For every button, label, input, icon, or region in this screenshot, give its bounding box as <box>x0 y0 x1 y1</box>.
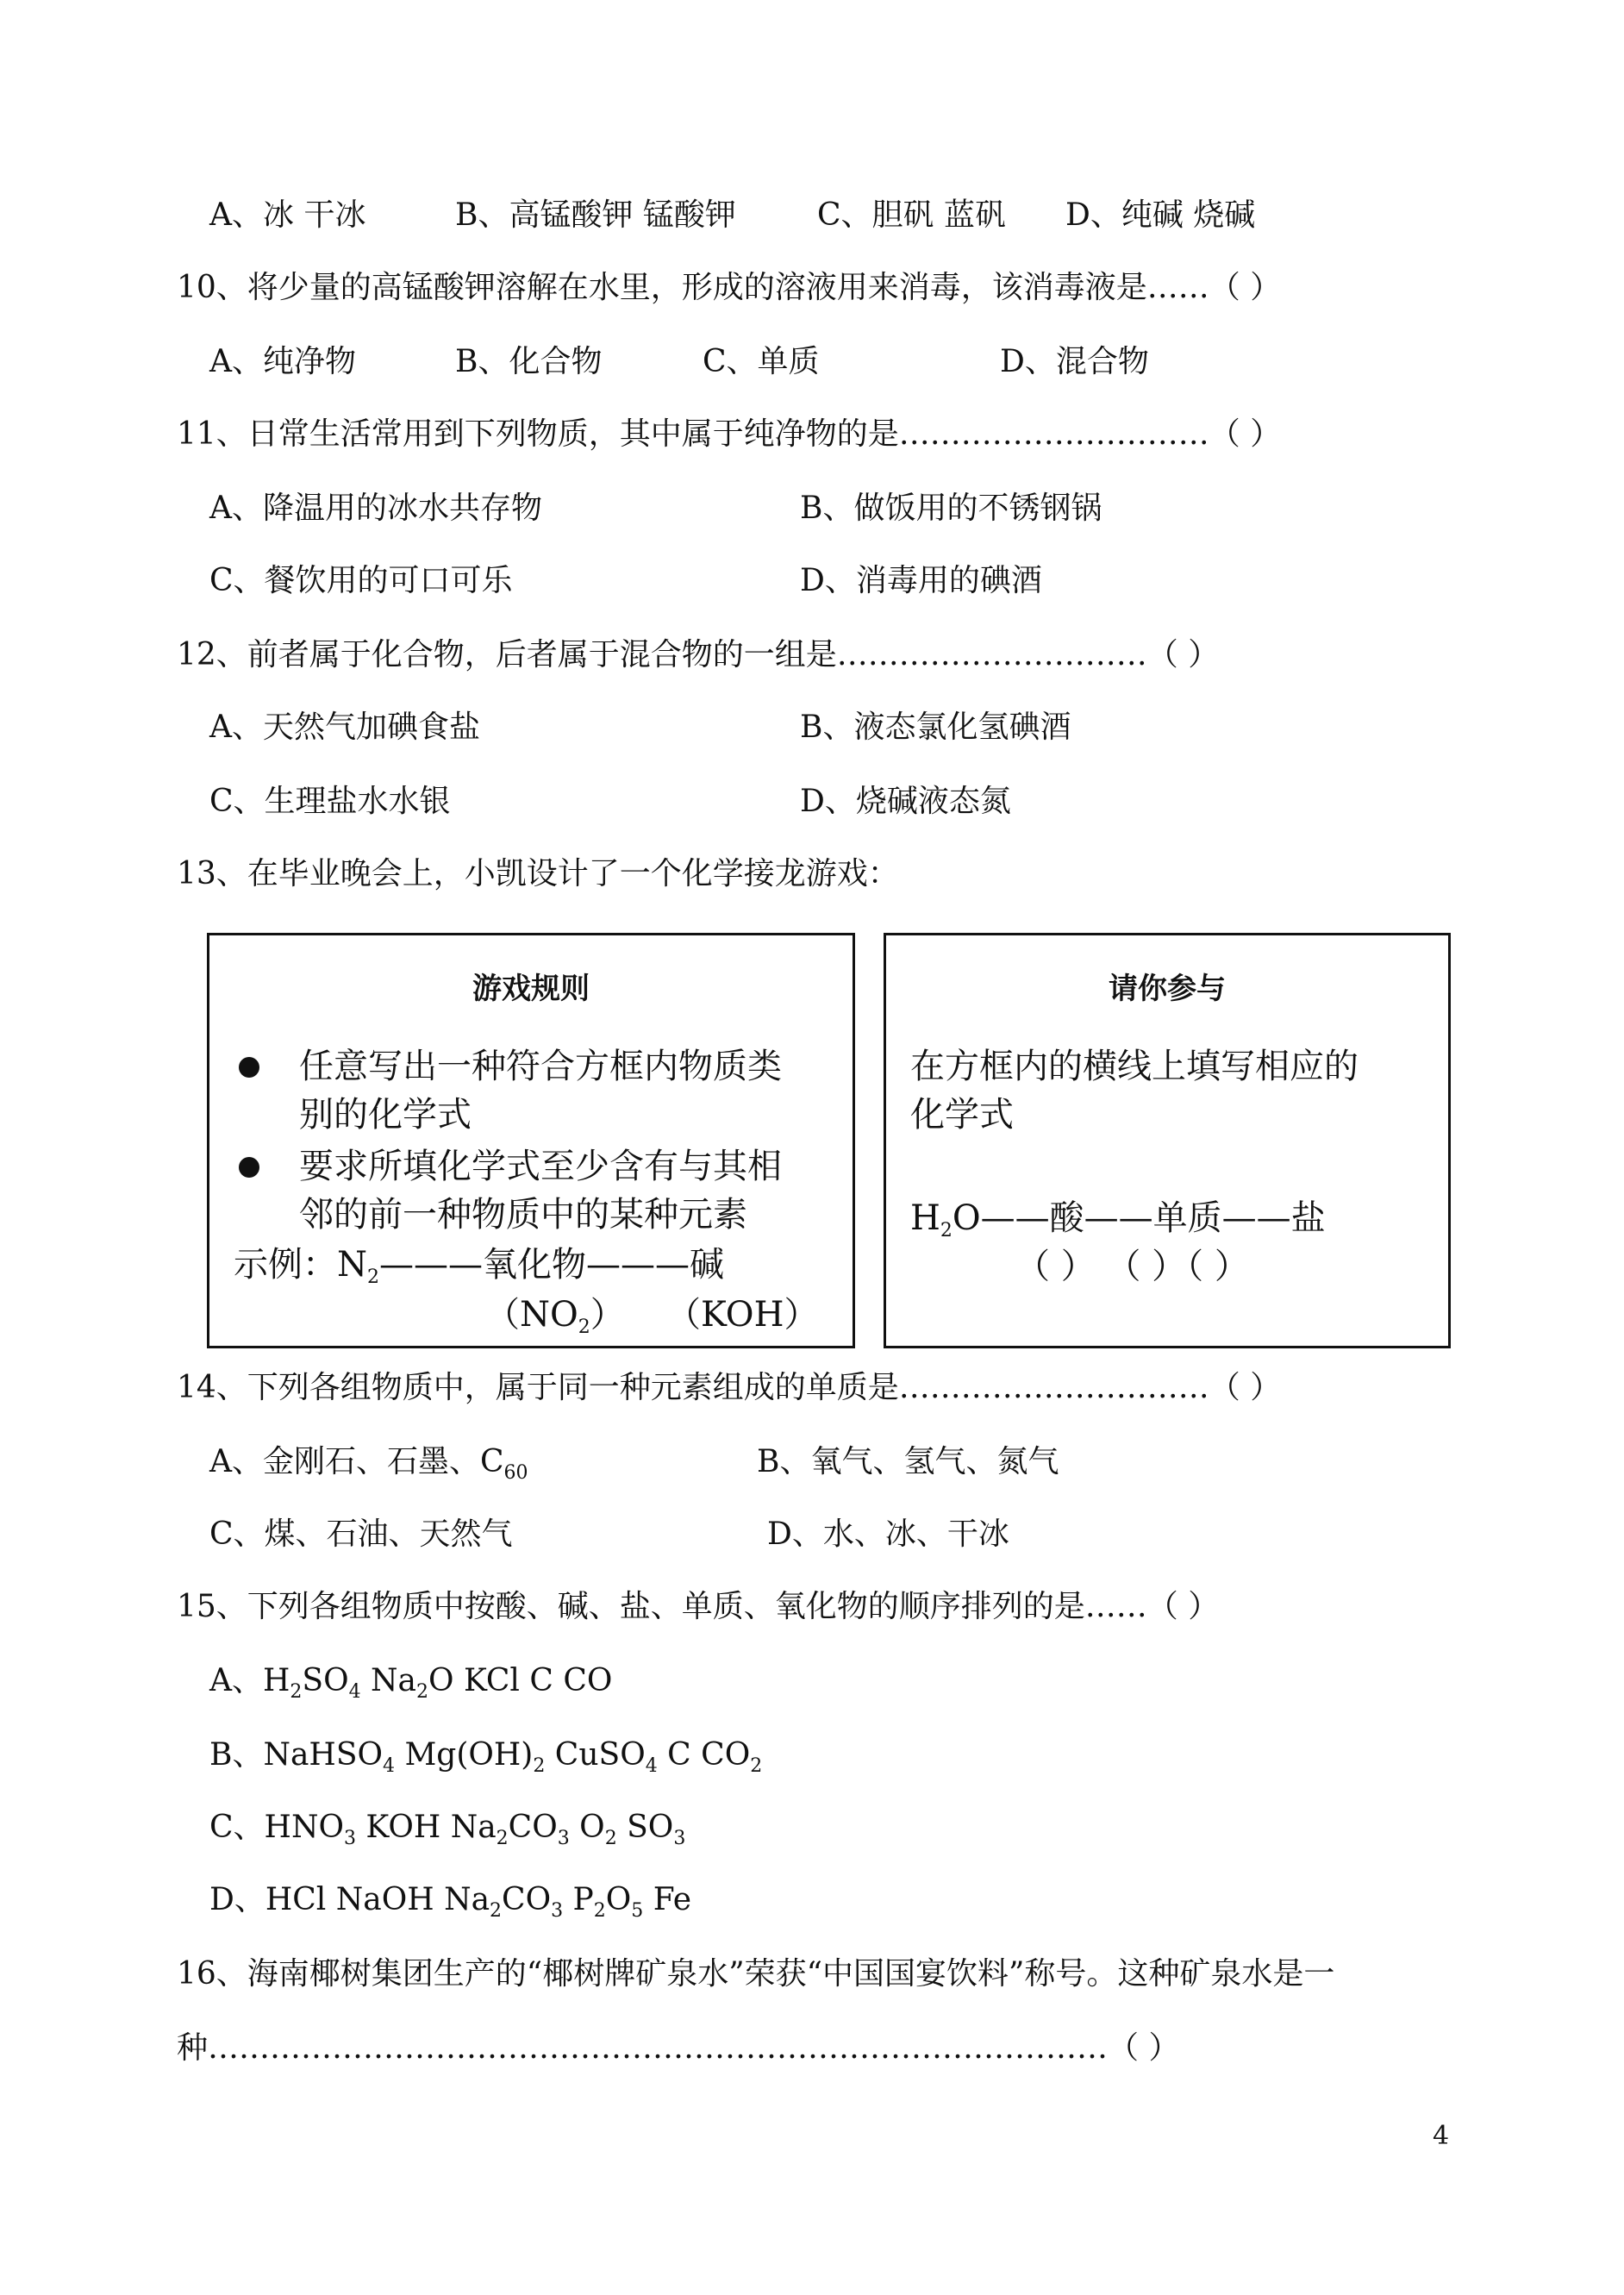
q12-option-b: B、液态氯化氢碘酒 <box>800 710 1071 745</box>
q14-option-b: B、氧气、氢气、氮气 <box>757 1444 1059 1479</box>
q11-option-b: B、做饭用的不锈钢锅 <box>800 491 1102 526</box>
game-rules-box <box>207 933 855 1348</box>
q14-option-a: A、金刚石、石墨、$C_{60}$ <box>209 1444 528 1484</box>
q11-stem: 11、日常生活常用到下列物质，其中属于纯净物的是…………………………（ ） <box>177 416 1282 452</box>
q12-option-d: D、烧碱液态氮 <box>800 784 1011 819</box>
participate-line2: 化学式 <box>910 1095 1014 1135</box>
q15-option-a: A、$H_2SO_4$ $Na_2O$ KCl C CO <box>209 1663 613 1703</box>
participate-line1: 在方框内的横线上填写相应的 <box>910 1047 1359 1086</box>
q12-option-c: C、生理盐水水银 <box>209 784 451 819</box>
q14-option-d: D、水、冰、干冰 <box>767 1516 1009 1552</box>
rule-example: 示例：$N_2———$氧化物———碱 <box>234 1245 724 1288</box>
rule1-line1: 任意写出一种符合方框内物质类 <box>299 1047 782 1086</box>
q15-option-d: D、HCl NaOH $Na_2CO_3$ $P_2O_5$ Fe <box>209 1882 692 1922</box>
q9-option-d: D、纯碱 烧碱 <box>1065 197 1256 233</box>
q11-option-c: C、餐饮用的可口可乐 <box>209 563 513 598</box>
q10-option-d: D、混合物 <box>1000 344 1149 379</box>
q15-option-c: C、$HNO_3$ KOH $Na_2CO_3$ $O_2$ $SO_3$ <box>209 1810 686 1849</box>
q10-option-c: C、单质 <box>703 344 820 379</box>
answer-blanks[interactable]: （ ） （ ）（ ） <box>1015 1247 1249 1286</box>
q12-option-a: A、天然气加碘食盐 <box>209 710 480 745</box>
q14-option-c: C、煤、石油、天然气 <box>209 1516 513 1552</box>
q11-option-a: A、降温用的冰水共存物 <box>209 491 542 526</box>
bullet-icon <box>239 1157 259 1178</box>
q15-option-b: B、NaHSO$_4$ $Mg(OH)_2$ CuSO$_4$ C $CO_2$ <box>209 1737 763 1777</box>
q10-stem: 10、将少量的高锰酸钾溶解在水里，形成的溶液用来消毒，该消毒液是……（ ） <box>177 270 1282 305</box>
example-answer-koh: （KOH） <box>666 1295 819 1335</box>
q14-stem: 14、下列各组物质中，属于同一种元素组成的单质是…………………………（ ） <box>177 1370 1282 1405</box>
q9-option-b: B、高锰酸钾 锰酸钾 <box>455 197 736 233</box>
q15-stem: 15、下列各组物质中按酸、碱、盐、单质、氧化物的顺序排列的是……（ ） <box>177 1589 1220 1624</box>
participate-box <box>884 933 1451 1348</box>
rule2-line2: 邻的前一种物质中的某种元素 <box>299 1195 747 1235</box>
q9-option-c: C、胆矾 蓝矾 <box>817 197 1006 233</box>
q11-option-d: D、消毒用的碘酒 <box>800 563 1042 598</box>
q10-option-a: A、纯净物 <box>209 344 356 379</box>
q16-stem-line1: 16、海南椰树集团生产的“椰树牌矿泉水”荣获“中国国宴饮料”称号。这种矿泉水是一 <box>177 1956 1335 1992</box>
q12-stem: 12、前者属于化合物，后者属于混合物的一组是…………………………（ ） <box>177 637 1220 672</box>
example-answer-no2: $(NO_2)$ <box>485 1295 625 1338</box>
rule1-line2: 别的化学式 <box>299 1095 472 1135</box>
page-number: 4 <box>1433 2121 1450 2151</box>
bullet-icon <box>239 1057 259 1078</box>
game-rules-title: 游戏规则 <box>472 972 590 1006</box>
participate-title: 请你参与 <box>1109 972 1226 1006</box>
q10-option-b: B、化合物 <box>455 344 603 379</box>
chain-formula: $H_2O——$酸——单质——盐 <box>910 1198 1326 1241</box>
q13-stem: 13、在毕业晚会上，小凯设计了一个化学接龙游戏： <box>177 856 899 891</box>
q9-option-a: A、冰 干冰 <box>209 197 366 233</box>
q16-stem-line2: 种……………………………………………………………………………（ ） <box>177 2030 1180 2066</box>
rule2-line1: 要求所填化学式至少含有与其相 <box>299 1147 782 1186</box>
